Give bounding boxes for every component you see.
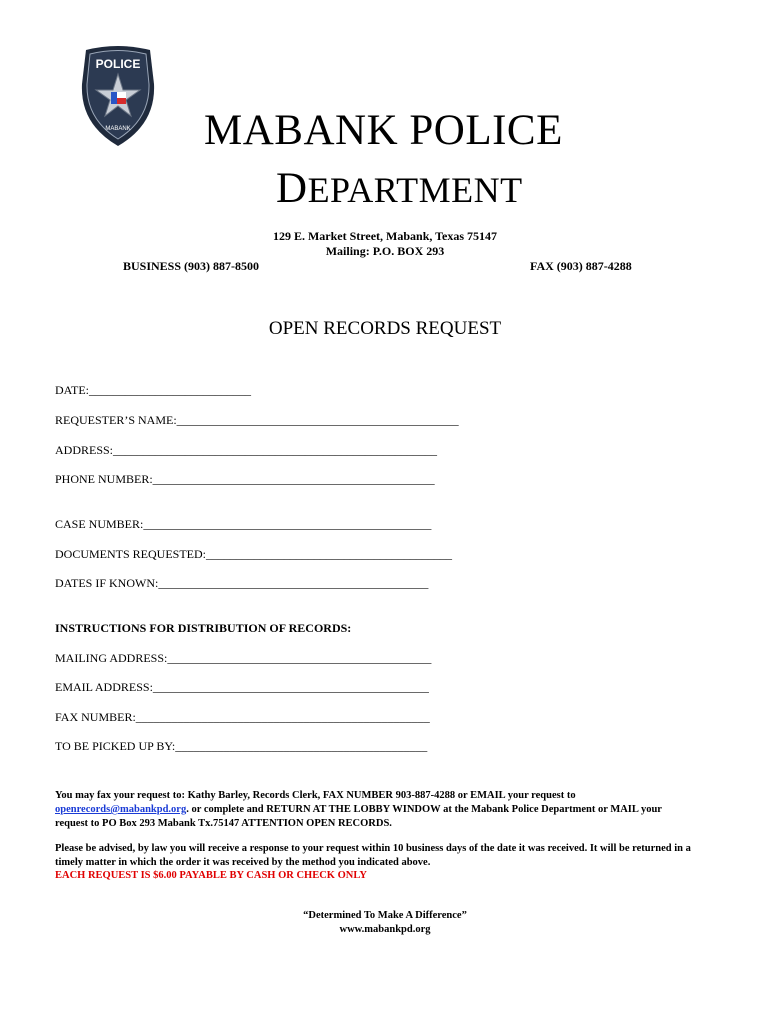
website: www.mabankpd.org	[339, 924, 431, 935]
fax-number: FAX (903) 887-4288	[530, 259, 632, 273]
date-field[interactable]: DATE:___________________________	[55, 383, 251, 397]
form-title: OPEN RECORDS REQUEST	[268, 318, 502, 339]
submission-text-b: . or complete and RETURN AT THE LOBBY WINDOW at the Mabank Police Department or MAIL your request to PO Box 293 Mabank Tx.75147 ATTENTION OPEN RECORDS.	[55, 804, 662, 829]
badge-bottom-text: MABANK	[105, 126, 131, 132]
open-records-email-link[interactable]: openrecords@mabankpd.org	[55, 804, 187, 815]
fee-notice: EACH REQUEST IS $6.00 PAYABLE BY CASH OR CHECK ONLY	[55, 870, 367, 881]
documents-requested-field[interactable]: DOCUMENTS REQUESTED:_________________________________________	[55, 547, 453, 561]
mailing-address-field[interactable]: MAILING ADDRESS:____________________________________________	[55, 651, 432, 665]
instructions-heading: INSTRUCTIONS FOR DISTRIBUTION OF RECORDS:	[55, 621, 352, 635]
case-number-field[interactable]: CASE NUMBER:________________________________________________	[55, 517, 432, 531]
business-phone: BUSINESS (903) 887-8500	[123, 259, 260, 273]
address-field[interactable]: ADDRESS:______________________________________________________	[55, 443, 438, 457]
dates-if-known-field[interactable]: DATES IF KNOWN:_____________________________________________	[55, 576, 429, 590]
email-address-field[interactable]: EMAIL ADDRESS:______________________________________________	[55, 680, 429, 694]
badge-top-text: POLICE	[95, 57, 141, 71]
department-title-line2	[276, 164, 523, 213]
requester-name-field[interactable]: REQUESTER’S NAME:_______________________________________________	[55, 413, 459, 427]
department-title-rest: EPARTMENT	[307, 170, 523, 210]
police-badge-logo	[78, 44, 158, 148]
submission-text-a: You may fax your request to: Kathy Barley, Records Clerk, FAX NUMBER 903-887-4288 or EMAIL your request to	[55, 790, 576, 801]
submission-instructions	[55, 789, 695, 831]
motto: “Determined To Make A Difference”	[303, 910, 467, 921]
mailing-address: Mailing: P.O. BOX 293	[325, 244, 445, 258]
fax-number-field[interactable]: FAX NUMBER:_________________________________________________	[55, 710, 430, 724]
street-address: 129 E. Market Street, Mabank, Texas 75147	[272, 229, 498, 243]
phone-number-field[interactable]: PHONE NUMBER:_______________________________________________	[55, 472, 435, 486]
department-title-line1: MABANK POLICE	[204, 107, 563, 154]
department-title-cap: D	[276, 165, 308, 212]
picked-up-by-field[interactable]: TO BE PICKED UP BY:__________________________________________	[55, 739, 428, 753]
response-notice: Please be advised, by law you will receive a response to your request within 10 business days of the date it was received. It will be returned in a timely matter in which the order it was received by the method you indicated above.	[55, 843, 691, 868]
